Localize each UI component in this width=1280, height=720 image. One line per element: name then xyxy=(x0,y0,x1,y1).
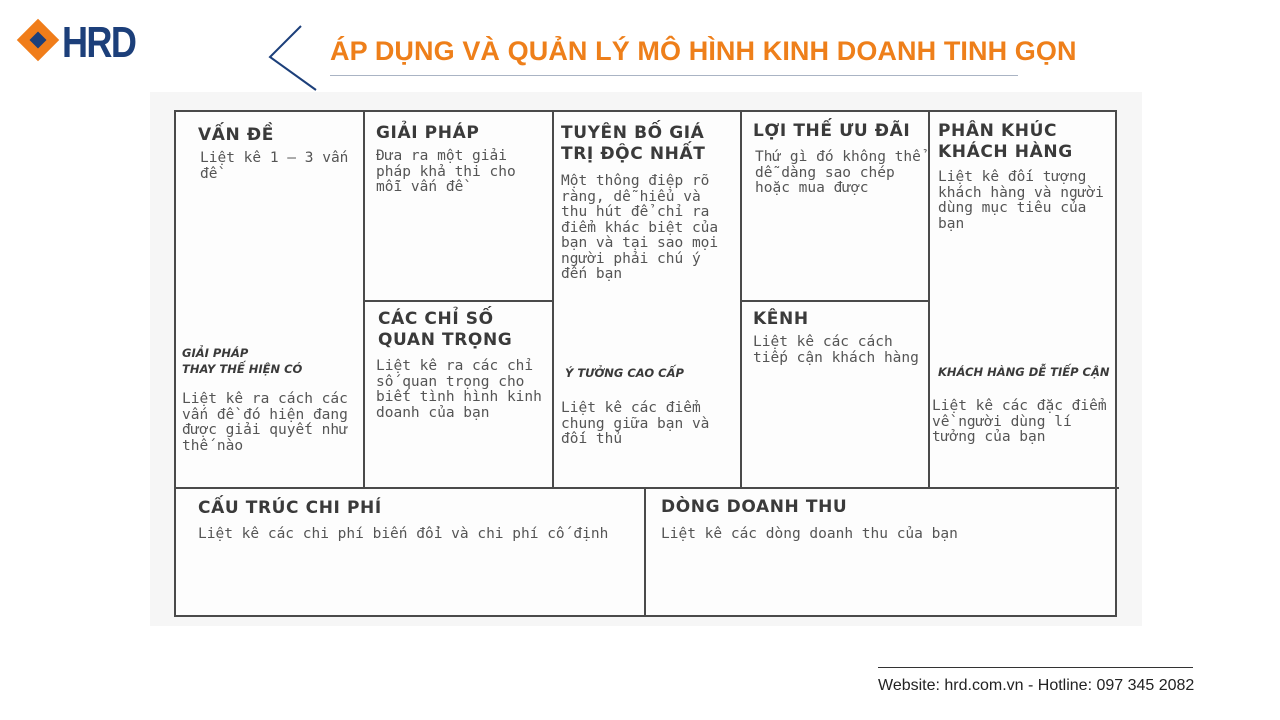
alternatives-desc: Liệt kê ra cách các vấn đề đó hiện đang được giải quyết như thế nào xyxy=(182,391,348,454)
footer-divider xyxy=(878,667,1193,668)
channels-heading: KÊNH xyxy=(753,309,809,329)
early-adopters-heading: KHÁCH HÀNG DỄ TIẾP CẬN xyxy=(938,365,1110,379)
cell-cost-structure xyxy=(176,489,644,617)
early-adopters-desc: Liệt kê các đặc điểm về người dùng lí tưởng của bạn xyxy=(932,398,1107,445)
cell-key-metrics xyxy=(364,301,552,487)
footer-contact: Website: hrd.com.vn - Hotline: 097 345 2082 xyxy=(878,677,1195,694)
cell-unfair-advantage xyxy=(741,112,929,300)
title-diamond-outline-icon xyxy=(268,26,334,92)
problem-heading: VẤN ĐỀ xyxy=(198,125,274,145)
customer-segments-heading: PHÂN KHÚC KHÁCH HÀNG xyxy=(938,121,1073,162)
uvp-heading: TUYÊN BỐ GIÁ TRỊ ĐỘC NHẤT xyxy=(561,123,706,164)
cell-problem xyxy=(176,112,364,488)
key-metrics-desc: Liệt kê ra các chỉ số quan trọng cho biết tình hình kinh doanh của bạn xyxy=(376,358,542,421)
cost-structure-desc: Liệt kê các chi phí biến đổi và chi phí cố định xyxy=(198,526,609,542)
lean-canvas xyxy=(174,110,1117,617)
cost-structure-heading: CẤU TRÚC CHI PHÍ xyxy=(198,498,382,518)
cell-channels xyxy=(741,301,929,487)
customer-segments-desc: Liệt kê đối tượng khách hàng và người dùng mục tiêu của bạn xyxy=(938,169,1104,232)
high-level-concept-desc: Liệt kê các điểm chung giữa bạn và đối thủ xyxy=(561,400,710,447)
unfair-advantage-heading: LỢI THẾ ƯU ĐÃI xyxy=(753,121,911,141)
key-metrics-heading: CÁC CHỈ SỐ QUAN TRỌNG xyxy=(378,309,513,350)
channels-desc: Liệt kê các cách tiếp cận khách hàng xyxy=(753,334,919,366)
cell-unique-value-proposition xyxy=(553,112,741,488)
page-title: ÁP DỤNG VÀ QUẢN LÝ MÔ HÌNH KINH DOANH TINH GỌN xyxy=(330,36,1077,66)
revenue-streams-desc: Liệt kê các dòng doanh thu của bạn xyxy=(661,526,958,542)
cell-revenue-streams xyxy=(646,489,1117,617)
logo-text: HRD xyxy=(62,18,136,67)
solution-heading: GIẢI PHÁP xyxy=(376,123,480,143)
high-level-concept-heading: Ý TƯỞNG CAO CẤP xyxy=(565,366,684,380)
unfair-advantage-desc: Thứ gì đó không thể dễ dàng sao chép hoặc mua được xyxy=(755,149,921,196)
uvp-desc: Một thông điệp rõ ràng, dễ hiểu và thu hút để chỉ ra điểm khác biệt của bạn và tại sao mọi người phải chú ý đến bạn xyxy=(561,173,719,282)
cell-solution xyxy=(364,112,552,300)
revenue-streams-heading: DÒNG DOANH THU xyxy=(661,497,848,517)
cell-customer-segments xyxy=(929,112,1117,488)
title-underline xyxy=(330,75,1018,76)
hrd-logo xyxy=(20,20,140,68)
problem-desc: Liệt kê 1 – 3 vấn đề xyxy=(200,150,349,182)
alternatives-heading: GIẢI PHÁP THAY THẾ HIỆN CÓ xyxy=(182,346,303,376)
solution-desc: Đưa ra một giải pháp khả thi cho mỗi vấn đề xyxy=(376,148,516,195)
